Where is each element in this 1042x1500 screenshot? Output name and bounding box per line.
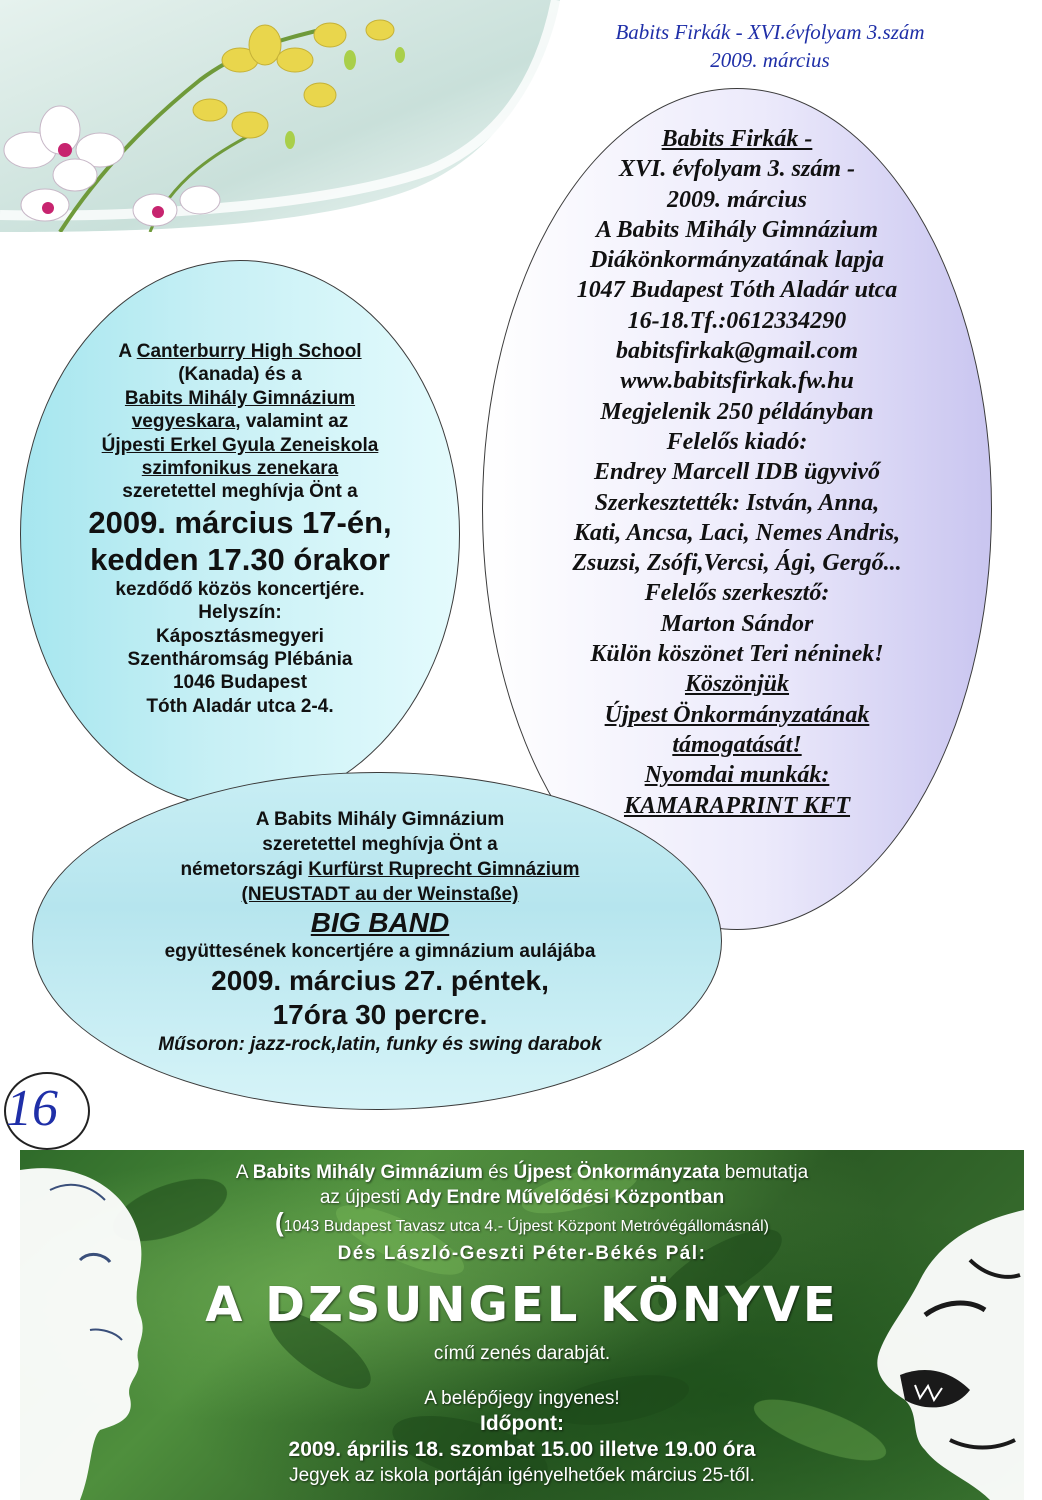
concert2-line: együttesének koncertjére a gimnázium aulájába — [164, 941, 596, 962]
concert1-line: Helyszín: — [198, 602, 282, 624]
text-span: ( — [275, 1207, 284, 1237]
city-name: Újpest Önkormányzata — [513, 1162, 720, 1183]
text-span: németországi — [180, 859, 303, 880]
orchid-header-image — [0, 0, 560, 232]
jungle-book-banner — [20, 1150, 1024, 1500]
imprint-line: Endrey Marcell IDB ügyvivő — [594, 459, 880, 486]
imprint-line: KAMARAPRINT KFT — [623, 792, 851, 819]
imprint-line: Újpest Önkormányzatának — [604, 701, 870, 728]
address-text: 1043 Budapest Tavasz utca 4.- Újpest Központ Metróvégállomásnál) — [283, 1218, 769, 1235]
concert2-date: 2009. március 27. péntek, — [211, 965, 549, 996]
concert2-invitation — [40, 807, 720, 1057]
concert1-line: Babits Mihály Gimnázium — [124, 387, 356, 409]
concert1-line: Szentháromság Plébánia — [127, 649, 353, 671]
imprint-line: Zsuzsi, Zsófi,Vercsi, Ági, Gergő... — [572, 550, 902, 577]
imprint-line: Felelős szerkesztő: — [644, 580, 830, 607]
imprint-line: XVI. évfolyam 3. szám - — [619, 156, 855, 183]
concert2-line: szeretettel meghívja Önt a — [262, 834, 498, 855]
imprint-line: A Babits Mihály Gimnázium — [595, 216, 879, 243]
concert2-line: A Babits Mihály Gimnázium — [255, 809, 505, 830]
school-name: Kurfürst Ruprecht Gimnázium — [308, 859, 580, 880]
issue-line: Babits Firkák - XVI.évfolyam 3.szám — [615, 20, 925, 44]
concert2-line — [40, 857, 720, 882]
imprint-line: 2009. március — [666, 186, 807, 213]
issue-date: 2009. március — [710, 48, 830, 72]
play-subtitle: című zenés darabját. — [433, 1343, 611, 1364]
when-datetime: 2009. április 18. szombat 15.00 illetve 19.00 óra — [288, 1438, 756, 1461]
text-span: az újpesti — [319, 1187, 401, 1208]
imprint-line: Marton Sándor — [660, 610, 814, 637]
band-name: BIG BAND — [310, 907, 450, 938]
imprint-line: támogatását! — [672, 731, 802, 758]
banner-line-address — [120, 1207, 924, 1239]
concert1-time: kedden 17.30 órakor — [90, 541, 390, 577]
imprint-email[interactable]: babitsfirkak@gmail.com — [616, 338, 858, 365]
text-span: , valamint az — [235, 411, 349, 433]
when-label: Időpont: — [480, 1412, 564, 1435]
imprint-line: Megjelenik 250 példányban — [600, 398, 874, 425]
concert1-line — [30, 340, 450, 363]
banner-text — [120, 1160, 924, 1488]
concert1-line: Tóth Aladár utca 2-4. — [146, 695, 334, 717]
concert2-line: (NEUSTADT au der Weinstaße) — [241, 884, 519, 905]
concert1-line: szimfonikus zenekara — [141, 458, 339, 480]
text-span: A — [235, 1162, 248, 1183]
play-authors: Dés László-Geszti Péter-Békés Pál: — [337, 1243, 707, 1264]
concert1-date: 2009. március 17-én, — [88, 504, 392, 540]
text-span: és — [488, 1162, 509, 1183]
ticket-info: Jegyek az iskola portáján igényelhetőek március 25-től. — [289, 1465, 755, 1486]
concert2-time: 17óra 30 percre. — [272, 999, 488, 1030]
school-name: Babits Mihály Gimnázium — [252, 1162, 483, 1183]
imprint-line: 16-18.Tf.:0612334290 — [627, 307, 847, 334]
play-title: A DZSUNGEL KÖNYVE — [205, 1277, 839, 1333]
concert1-line: Újpesti Erkel Gyula Zeneiskola — [101, 434, 379, 456]
imprint-line: Diákönkormányzatának lapja — [589, 247, 885, 274]
text-span: A — [118, 341, 132, 362]
imprint-line: Babits Firkák - — [661, 126, 813, 152]
venue-name: Ady Endre Művelődési Központban — [405, 1187, 725, 1208]
imprint-line: Kati, Ancsa, Laci, Nemes Andris, — [573, 519, 901, 546]
imprint-line: Nyomdai munkák: — [644, 762, 830, 789]
issue-header — [560, 18, 980, 74]
concert1-line — [30, 410, 450, 433]
concert1-line: 1046 Budapest — [172, 672, 308, 694]
imprint-line: 1047 Budapest Tóth Aladár utca — [576, 277, 898, 304]
imprint-line: Felelős kiadó: — [666, 428, 808, 455]
imprint-line: Szerkesztették: István, Anna, — [594, 489, 880, 516]
imprint-line: Köszönjük — [684, 671, 790, 698]
concert1-line: kezdődő közös koncertjére. — [115, 578, 365, 600]
imprint-text — [500, 124, 974, 821]
concert1-line: Káposztásmegyeri — [156, 625, 324, 647]
text-span: bemutatja — [724, 1162, 809, 1183]
concert1-line: szeretettel meghívja Önt a — [122, 481, 358, 503]
free-entry: A belépőjegy ingyenes! — [424, 1388, 620, 1409]
banner-line-presenters — [120, 1160, 924, 1185]
imprint-website[interactable]: www.babitsfirkak.fw.hu — [620, 368, 854, 395]
choir-name: vegyeskara — [131, 411, 236, 433]
concert2-program: Műsoron: jazz-rock,latin, funky és swing darabok — [158, 1034, 602, 1055]
school-name: Canterburry High School — [136, 341, 362, 362]
page-number: 16 — [6, 1080, 58, 1137]
banner-line-venue — [120, 1185, 924, 1210]
concert1-invitation — [30, 340, 450, 718]
imprint-line: Külön köszönet Teri néninek! — [590, 641, 884, 668]
spacer — [120, 1366, 924, 1386]
concert1-line: (Kanada) és a — [178, 364, 302, 386]
